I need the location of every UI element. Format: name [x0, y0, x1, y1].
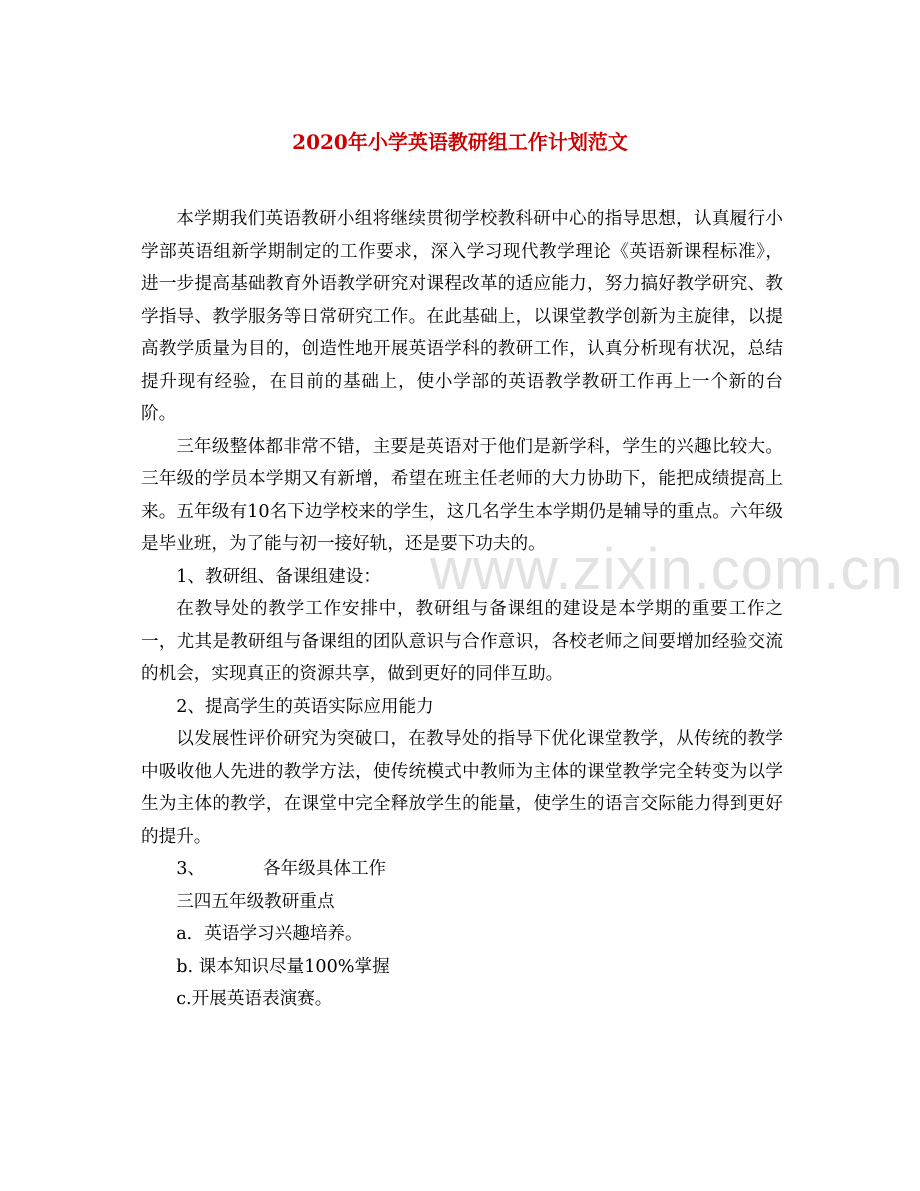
list-item: c.开展英语表演赛。 — [176, 989, 333, 1009]
watermark: www.zixin.com.cn — [430, 537, 904, 602]
section-1-paragraph: 在教导处的教学工作安排中，教研组与备课组的建设是本学期的重要工作之一，尤其是教研组与备课组的团队意识与合作意识，各校老师之间要增加经验交流的机会，实现真正的资源共享，做到更好的同伴互助。 — [141, 599, 783, 684]
section-1-heading: 1、教研组、备课组建设： — [176, 566, 381, 587]
document-body — [141, 203, 783, 1016]
section-2-heading: 2、提高学生的英语实际应用能力 — [176, 696, 434, 717]
section-3-label: 各年级具体工作 — [262, 859, 387, 879]
list-item: a．英语学习兴趣培养。 — [176, 924, 363, 944]
section-3-heading — [141, 853, 783, 886]
section-2-paragraph: 以发展性评价研究为突破口，在教导处的指导下优化课堂教学，从传统的教学中吸收他人先进的教学方法，使传统模式中教师为主体的课堂教学完全转变为以学生为主体的教学，在课堂中完全释放学生的能量，使学生的语言交际能力得到更好的提升。 — [141, 729, 783, 847]
grade-overview-paragraph: 三年级整体都非常不错，主要是英语对于他们是新学科，学生的兴趣比较大。三年级的学员本学期又有新增，希望在班主任老师的大力协助下，能把成绩提高上来。五年级有10名下边学校来的学生，这几名学生本学期仍是辅导的重点。六年级是毕业班，为了能与初一接好轨，还是要下功夫的。 — [141, 436, 783, 554]
intro-paragraph: 本学期我们英语教研小组将继续贯彻学校教科研中心的指导思想，认真履行小学部英语组新学期制定的工作要求，深入学习现代教学理论《英语新课程标准》，进一步提高基础教育外语教学研究对课程改革的适应能力，努力搞好教学研究、教学指导、教学服务等日常研究工作。在此基础上，以课堂教学创新为主旋律，以提高教学质量为目的，创造性地开展英语学科的教研工作，认真分析现有状况，总结提升现有经验，在目前的基础上，使小学部的英语教学教研工作再上一个新的台阶。 — [141, 209, 783, 424]
list-item: b. 课本知识尽量100%掌握 — [176, 956, 390, 977]
document-title: 2020年小学英语教研组工作计划范文 — [292, 130, 628, 154]
section-3-number: 3、 — [176, 859, 205, 879]
grade-focus-heading: 三四五年级教研重点 — [176, 891, 335, 912]
